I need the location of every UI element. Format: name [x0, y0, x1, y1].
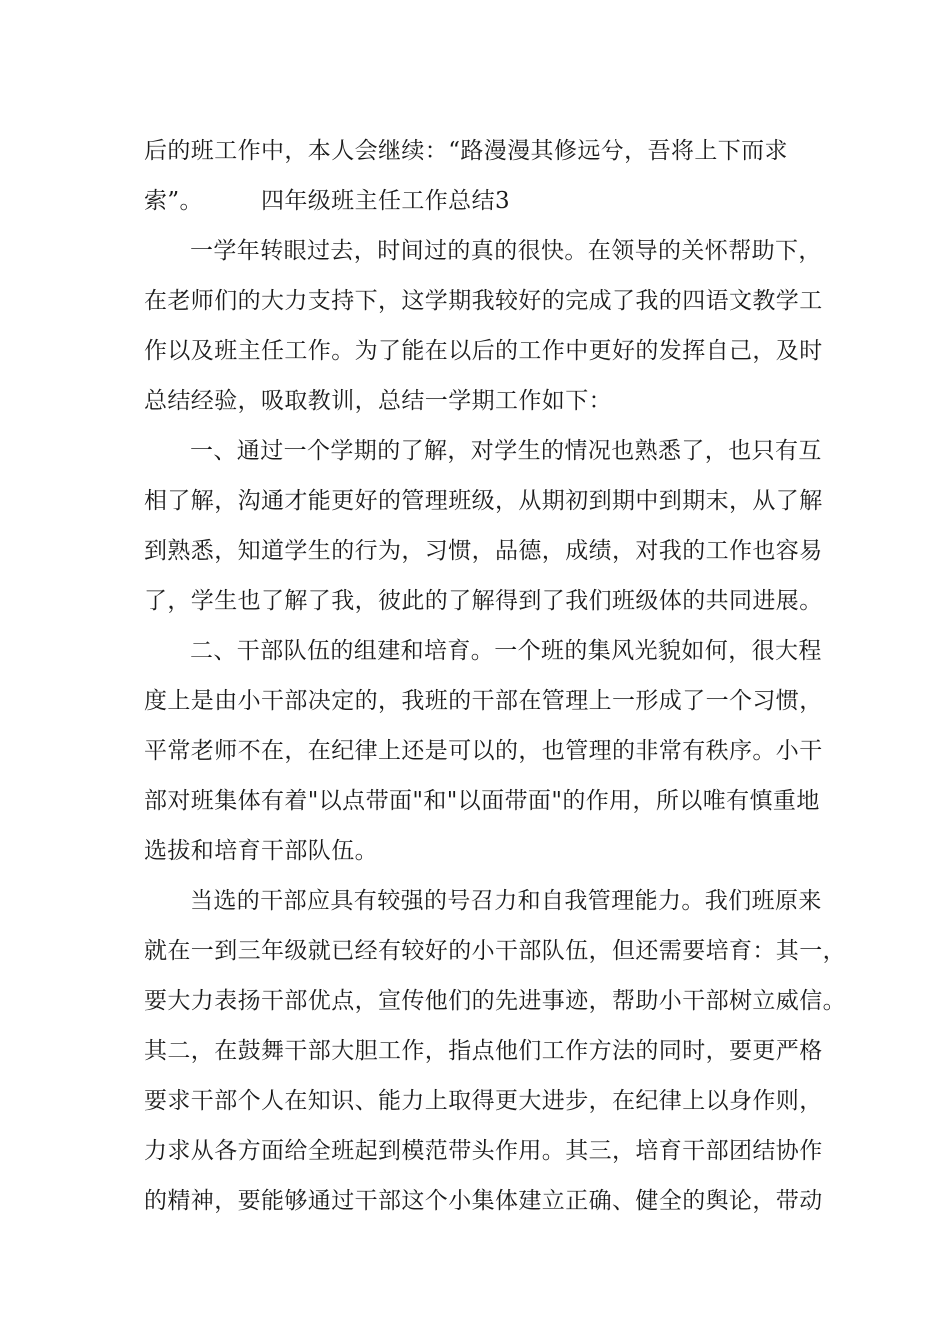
text-line: 了，学生也了解了我，彼此的了解得到了我们班级体的共同进展。: [144, 588, 823, 614]
text-line: 作以及班主任工作。为了能在以后的工作中更好的发挥自己，及时: [144, 338, 823, 364]
text-line: 其二，在鼓舞干部大胆工作，指点他们工作方法的同时，要更严格: [144, 1038, 823, 1064]
text-line: 要大力表扬干部优点，宣传他们的先进事迹，帮助小干部树立威信。: [144, 988, 846, 1014]
text-line: 的精神，要能够通过干部这个小集体建立正确、健全的舆论，带动: [144, 1188, 823, 1214]
text-line: 力求从各方面给全班起到模范带头作用。其三，培育干部团结协作: [144, 1138, 823, 1164]
text-line: 相了解，沟通才能更好的管理班级，从期初到期中到期末，从了解: [144, 488, 823, 514]
section-title: 四年级班主任工作总结3: [260, 188, 511, 214]
paragraph-start: 一学年转眼过去，时间过的真的很快。在领导的关怀帮助下，: [190, 238, 822, 264]
text-line: 在老师们的大力支持下，这学期我较好的完成了我的四语文教学工: [144, 288, 823, 314]
text-line: 总结经验，吸取教训，总结一学期工作如下：: [144, 388, 612, 414]
text-line: 部对班集体有着"以点带面"和"以面带面"的作用，所以唯有慎重地: [144, 788, 820, 814]
text-line: 平常老师不在，在纪律上还是可以的，也管理的非常有秩序。小干: [144, 738, 823, 764]
text-line: [144, 186, 844, 216]
text-fragment: 索”。: [144, 188, 203, 214]
text-line: 度上是由小干部决定的，我班的干部在管理上一形成了一个习惯，: [144, 688, 823, 714]
text-line: 选拔和培育干部队伍。: [144, 838, 378, 864]
text-line: 到熟悉，知道学生的行为，习惯，品德，成绩，对我的工作也容易: [144, 538, 823, 564]
text-line: 就在一到三年级就已经有较好的小干部队伍，但还需要培育：其一，: [144, 938, 846, 964]
paragraph-start: 二、干部队伍的组建和培育。一个班的集风光貌如何，很大程: [190, 638, 822, 664]
text-line: 后的班工作中，本人会继续：“路漫漫其修远兮，吾将上下而求: [144, 138, 788, 164]
paragraph-start: 一、通过一个学期的了解，对学生的情况也熟悉了，也只有互: [190, 438, 822, 464]
text-line: 要求干部个人在知识、能力上取得更大进步，在纪律上以身作则，: [144, 1088, 823, 1114]
paragraph-start: 当选的干部应具有较强的号召力和自我管理能力。我们班原来: [190, 888, 822, 914]
